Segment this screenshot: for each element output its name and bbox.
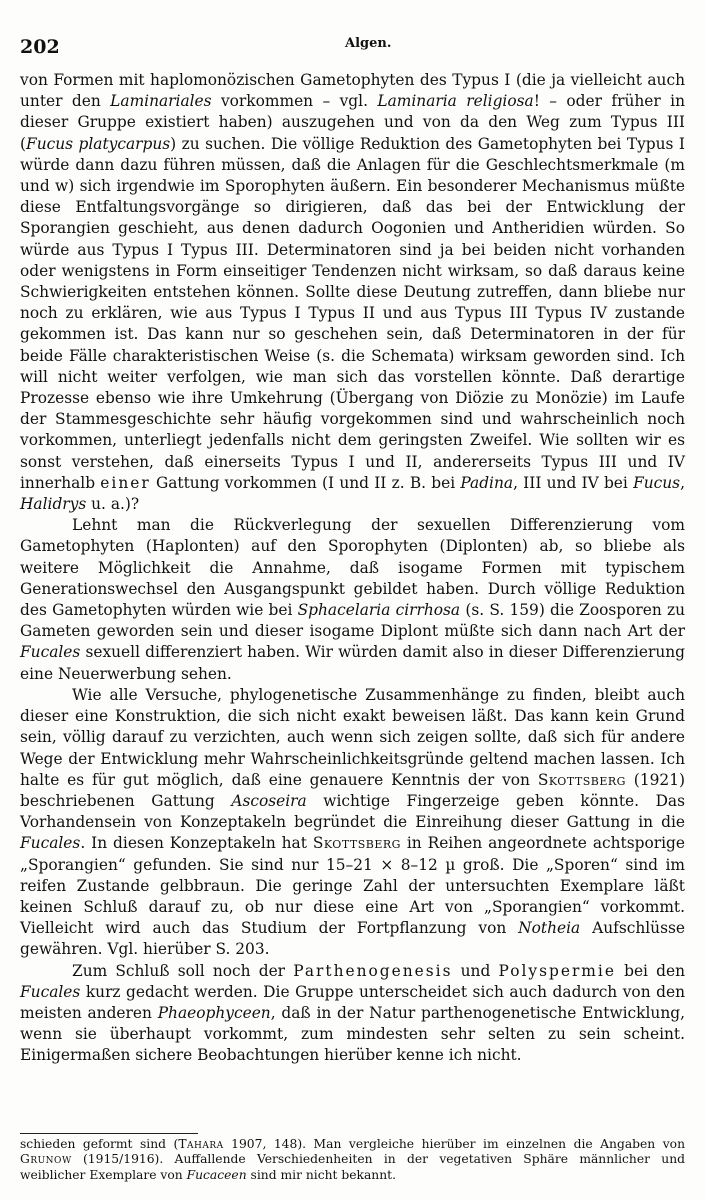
author-name: Skottsberg [312, 834, 401, 853]
paragraph [20, 70, 685, 515]
italic-term: Fucales [20, 834, 81, 853]
author-name: Tahara [178, 1137, 224, 1151]
text-run: in Reihen angeordnete achtsporige „Sporangien“ gefunden. Sie sind nur 15–21 × 8–12 µ groß. Die „Sporen“ sind im reifen Zustande gelbbraun. Die geringe Zahl der untersuchten Exemplare läßt keinen Schluß darauf zu, ob nur diese eine Art von „Sporangien“ vorkommt. Vielleicht wird auch das Studium der Fortpflanzung von [20, 834, 685, 938]
italic-term: Sphacelaria cirrhosa [297, 601, 461, 620]
paragraph [20, 685, 685, 961]
text-run: von Formen mit haplomonözischen Gametophyten des Typus I (die ja vielleicht auch unter den [20, 71, 685, 111]
italic-term: Phaeophyceen [157, 1003, 271, 1022]
author-name: Skottsberg [537, 770, 626, 789]
italic-term: Halidrys [20, 495, 87, 514]
text-run: (1915/1916). Auffallende Verschiedenheiten in der vegetativen Sphäre männlicher und weiblicher Exemplare von [20, 1152, 685, 1182]
italic-term: Notheia [518, 919, 581, 938]
text-run: kurz gedacht werden. Die Gruppe unterscheidet sich auch dadurch von den meisten anderen [20, 982, 685, 1022]
text-run: wichtige Fingerzeige geben könnte. Das Vorhandensein von Konzeptakeln begründet die Einreihung dieser Gattung in die [20, 791, 685, 832]
page-number: 202 [20, 36, 60, 58]
text-run: . In diesen Konzeptakeln hat [80, 834, 313, 853]
text-run: Gattung vorkommen (I und II z. B. bei [150, 473, 461, 492]
italic-term: Fucales [20, 643, 81, 662]
paragraph [20, 961, 685, 1067]
text-run: vorkommen – vgl. [211, 92, 378, 111]
text-run: Aufschlüsse gewähren. Vgl. hierüber S. 203. [20, 919, 685, 959]
italic-term: Fucus [633, 473, 681, 492]
italic-term: Ascoseira [231, 791, 307, 810]
text-run: sind mir nicht bekannt. [246, 1167, 396, 1182]
italic-term: Laminaria religiosa [377, 92, 534, 111]
paragraph [20, 515, 685, 685]
text-run: Wie alle Versuche, phylogenetische Zusammenhänge zu finden, bleibt auch dieser eine Konstruktion, die sich nicht exakt beweisen läßt. Das kann kein Grund sein, völlig darauf zu verzichten, auch wenn sich zeigen sollte, daß sich für andere Wege der Entwicklung mehr Wahrscheinlichkeitsgründe geltend machen lassen. Ich halte es für gut möglich, daß eine genauere Kenntnis der von [20, 685, 685, 789]
footnote-paragraph [20, 1137, 685, 1183]
text-run: ! – oder früher in dieser Gruppe existiert haben) auszugehen und von da den Weg zum Typus III ( [20, 92, 685, 153]
text-run: (1921) beschriebenen Gattung [20, 770, 685, 810]
text-run: Zum Schluß soll noch der [72, 961, 294, 980]
italic-term: Fucus platycarpus [26, 134, 171, 153]
spaced-emphasis: Parthenogenesis [293, 961, 453, 980]
text-run: Lehnt man die Rückverlegung der sexuellen Differenzierung vom Gametophyten (Haplonten) auf den Sporophyten (Diplonten) ab, so bliebe als weitere Möglichkeit die Annahme, daß isogame Formen mit typischem Generationswechsel den Ausgangspunkt gebildet haben. Durch völlige Reduktion des Gametophyten würden wie bei [20, 516, 685, 620]
italic-term: Laminariales [110, 92, 212, 111]
text-run: (s. S. 159) die Zoosporen zu Gameten geworden sein und dieser isogame Diplont müßte sich dann nach Art der [20, 601, 685, 641]
text-run: sexuell differenziert haben. Wir würden damit also in dieser Differenzierung eine Neuerwerbung sehen. [20, 643, 685, 683]
text-run: , [680, 473, 685, 492]
italic-term: Padina [460, 473, 514, 492]
spaced-emphasis: einer [100, 473, 151, 492]
text-run: ) zu suchen. Die völlige Reduktion des Gametophyten bei Typus I würde dann dazu führen müssen, daß die Anlagen für die Geschlechtsmerkmale (m und w) sich irgendwie im Sporophyten äußern. Ein besonderer Mechanismus müßte diese Entfaltungsvorgänge so dirigieren, daß das bei der Entwicklung der Sporangien geschieht, aus denen dadurch Oogonien und Antheridien würden. So würde aus Typus I Typus III. Determinatoren sind ja bei beiden nicht vorhanden oder wenigstens in Form einseitiger Tendenzen nicht wirksam, so daß daraus keine Schwierigkeiten entstehen können. Sollte diese Deutung zutreffen, dann bliebe nur noch zu erklären, wie aus Typus I Typus II und aus Typus III Typus IV zustande gekommen ist. Das kann nur so geschehen sein, daß Determinatoren in der für beide Fälle charakteristischen Weise (s. die Schemata) wirksam geworden sind. Ich will nicht weiter verfolgen, wie man sich das vorstellen könnte. Daß derartige Prozesse ebenso wie ihre Umkehrung (Übergang von Diözie zu Monözie) im Laufe der Stammesgeschichte sehr häufig vorgekommen sind und wahrscheinlich noch vorkommen, unterliegt jedenfalls nicht dem geringsten Zweifel. Wie sollten wir es sonst verstehen, daß einerseits Typus I und II, andererseits Typus III und IV innerhalb [20, 134, 685, 492]
text-run: , daß in der Natur parthenogenetische Entwicklung, wenn sie überhaupt vorkommt, zum mindesten sehr selten zu sein scheint. Einigermaßen sichere Beobachtungen hierüber kenne ich nicht. [20, 1003, 685, 1065]
italic-term: Fucales [20, 982, 81, 1001]
text-run: , III und IV bei [513, 473, 634, 492]
footnote [20, 1137, 685, 1183]
footnote-divider [20, 1133, 198, 1134]
spaced-emphasis: Polyspermie [498, 961, 616, 980]
running-title: Algen. [345, 36, 392, 51]
text-run: bei den [615, 961, 685, 980]
main-text [20, 70, 685, 1067]
page-header [20, 36, 685, 60]
text-run: und [452, 961, 499, 980]
italic-term: Fucaceen [186, 1167, 247, 1182]
author-name: Grunow [20, 1152, 72, 1167]
text-run: 1907, 148). Man vergleiche hierüber im einzelnen die Angaben von [223, 1137, 686, 1151]
text-run: u. a.)? [86, 495, 140, 514]
text-run: schieden geformt sind ( [20, 1137, 179, 1151]
